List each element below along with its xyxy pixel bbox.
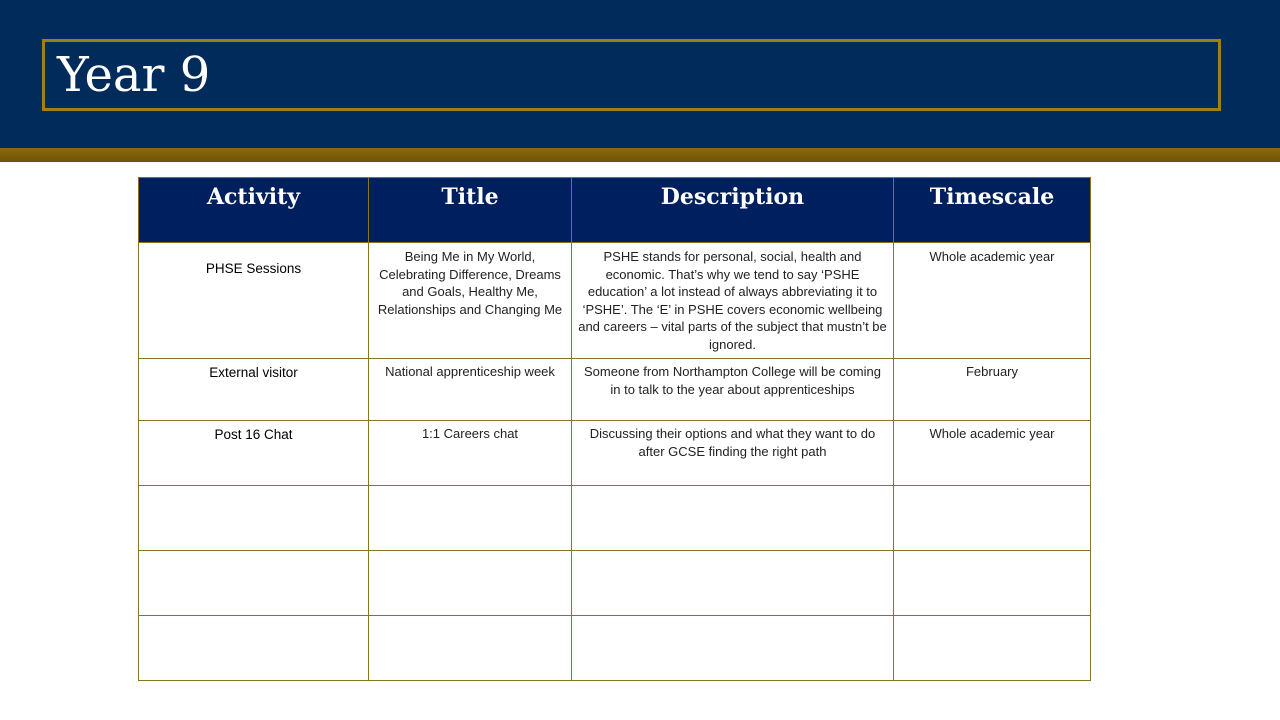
table-row (139, 359, 1091, 421)
cell-description: Discussing their options and what they want to do after GCSE finding the right path (572, 421, 894, 486)
cell-title: Being Me in My World, Celebrating Difference, Dreams and Goals, Healthy Me, Relationships and Changing Me (369, 243, 572, 359)
cell-title: 1:1 Careers chat (369, 421, 572, 486)
careers-table (138, 177, 1091, 681)
cell-activity: Post 16 Chat (139, 421, 369, 486)
cell-description (572, 616, 894, 681)
cell-timescale (894, 551, 1091, 616)
cell-title (369, 486, 572, 551)
cell-timescale (894, 486, 1091, 551)
column-header-description: Description (572, 178, 894, 243)
column-header-timescale: Timescale (894, 178, 1091, 243)
table-row (139, 421, 1091, 486)
cell-activity (139, 486, 369, 551)
cell-activity (139, 616, 369, 681)
column-header-activity: Activity (139, 178, 369, 243)
cell-description (572, 486, 894, 551)
table-row-empty (139, 616, 1091, 681)
page-title: Year 9 (57, 47, 211, 103)
table-row (139, 243, 1091, 359)
cell-timescale (894, 616, 1091, 681)
table-row-empty (139, 551, 1091, 616)
cell-description: PSHE stands for personal, social, health and economic. That’s why we tend to say ‘PSHE education’ a lot instead of always abbreviating it to ‘PSHE’. The ‘E’ in PSHE covers economic wellbeing and careers – vital parts of the subject that mustn’t be ignored. (572, 243, 894, 359)
title-frame (42, 39, 1221, 111)
cell-title: National apprenticeship week (369, 359, 572, 421)
title-banner (0, 0, 1280, 148)
cell-activity (139, 551, 369, 616)
cell-activity: PHSE Sessions (139, 243, 369, 359)
cell-timescale: Whole academic year (894, 421, 1091, 486)
cell-description: Someone from Northampton College will be coming in to talk to the year about apprenticeships (572, 359, 894, 421)
cell-timescale: Whole academic year (894, 243, 1091, 359)
cell-title (369, 551, 572, 616)
cell-activity: External visitor (139, 359, 369, 421)
table-header-row (139, 178, 1091, 243)
cell-title (369, 616, 572, 681)
cell-timescale: February (894, 359, 1091, 421)
banner-gold-stripe (0, 148, 1280, 162)
column-header-title: Title (369, 178, 572, 243)
cell-description (572, 551, 894, 616)
table-row-empty (139, 486, 1091, 551)
